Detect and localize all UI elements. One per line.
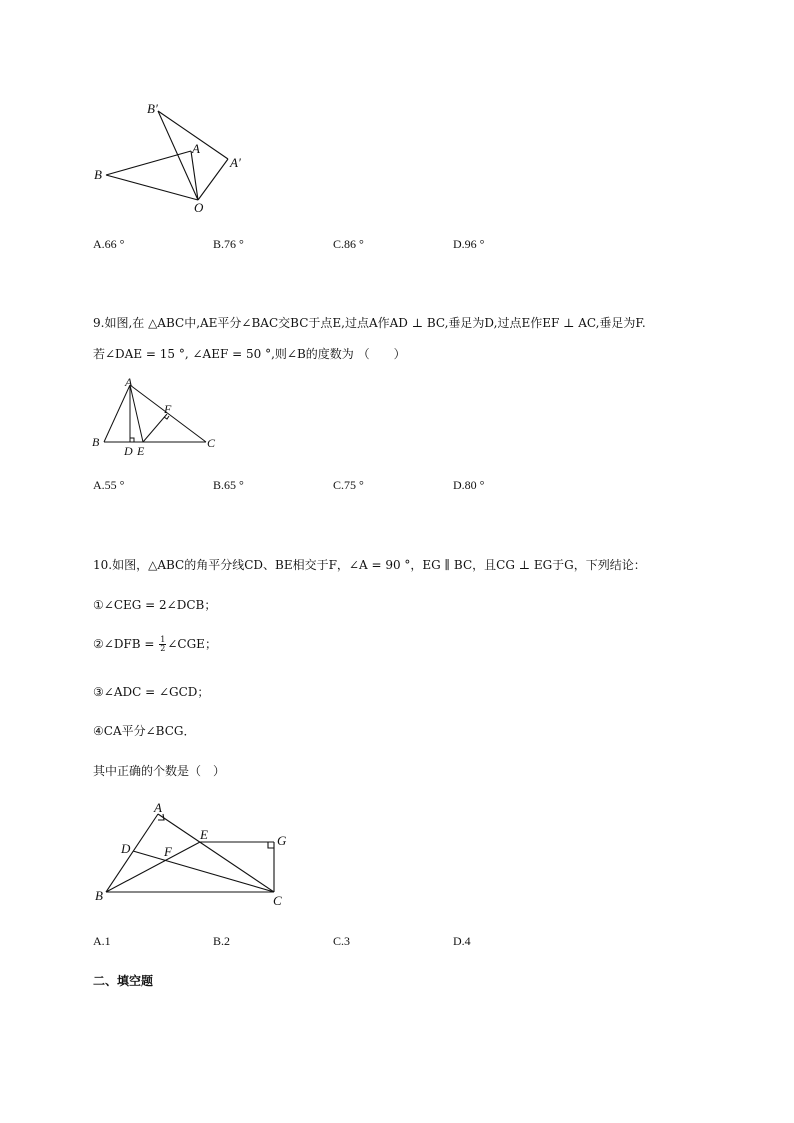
q9-label-b: B (92, 435, 100, 449)
q10-label-b: B (95, 888, 103, 903)
q9-option-a[interactable]: A.55 ° (93, 478, 125, 492)
q10-label-a: A (154, 800, 162, 815)
q10-option-a[interactable]: A.1 (93, 934, 111, 948)
q10-option-b[interactable]: B.2 (213, 934, 231, 948)
q10-c2-prefix: ②∠DFB = (93, 637, 159, 651)
q9-label-c: C (207, 436, 216, 450)
q9-stem-line2: 若∠DAE = 15 °, ∠AEF = 50 °,则∠B的度数为 （ ） (93, 347, 406, 361)
q10-conclusion-2 (93, 635, 217, 653)
q10-c2-denominator: 2 (160, 644, 166, 653)
section-heading-fill-in-blank: 二、填空题 (93, 974, 154, 988)
q10-ask: 其中正确的个数是（ ） (93, 764, 226, 778)
q10-conclusion-4: ④CA平分∠BCG． (93, 724, 196, 738)
q10-figure (88, 795, 308, 915)
label-o: O (194, 200, 204, 215)
q8-figure (88, 95, 258, 220)
q8-option-a[interactable]: A.66 ° (93, 237, 125, 251)
q10-stem: 10.如图，△ABC的角平分线CD、BE相交于F，∠A = 90 °，EG ∥ BC，且CG ⊥ EG于G，下列结论： (93, 558, 646, 572)
q8-option-c[interactable]: C.86 ° (333, 237, 364, 251)
q8-option-d[interactable]: D.96 ° (453, 237, 485, 251)
q10-label-g: G (277, 833, 287, 848)
q10-c2-numerator: 1 (160, 635, 166, 644)
q10-label-e: E (200, 827, 208, 842)
label-a: A (192, 141, 200, 156)
q10-c2-suffix: ∠CGE； (167, 637, 217, 651)
q10-label-f: F (164, 844, 172, 859)
q10-label-c: C (273, 893, 282, 908)
label-b: B (94, 167, 102, 182)
q9-label-d: D (124, 444, 133, 458)
q9-label-f: F (164, 402, 172, 416)
q9-figure (88, 375, 228, 460)
q9-label-e: E (137, 444, 145, 458)
q10-conclusion-3: ③∠ADC = ∠GCD； (93, 685, 210, 699)
q8-option-b[interactable]: B.76 ° (213, 237, 244, 251)
q10-option-d[interactable]: D.4 (453, 934, 471, 948)
q10-label-d: D (121, 841, 131, 856)
q9-option-d[interactable]: D.80 ° (453, 478, 485, 492)
q9-stem-line1: 9.如图,在 △ABC中,AE平分∠BAC交BC于点E,过点A作AD ⊥ BC,垂足为D,过点E作EF ⊥ AC,垂足为F. (93, 316, 646, 330)
q10-c2-fraction (159, 636, 166, 653)
q9-option-b[interactable]: B.65 ° (213, 478, 244, 492)
q9-label-a: A (125, 375, 133, 389)
q10-conclusion-1: ①∠CEG = 2∠DCB； (93, 598, 217, 612)
label-b-prime: B′ (147, 101, 158, 116)
q10-option-c[interactable]: C.3 (333, 934, 351, 948)
label-a-prime: A′ (230, 155, 241, 170)
q9-option-c[interactable]: C.75 ° (333, 478, 364, 492)
